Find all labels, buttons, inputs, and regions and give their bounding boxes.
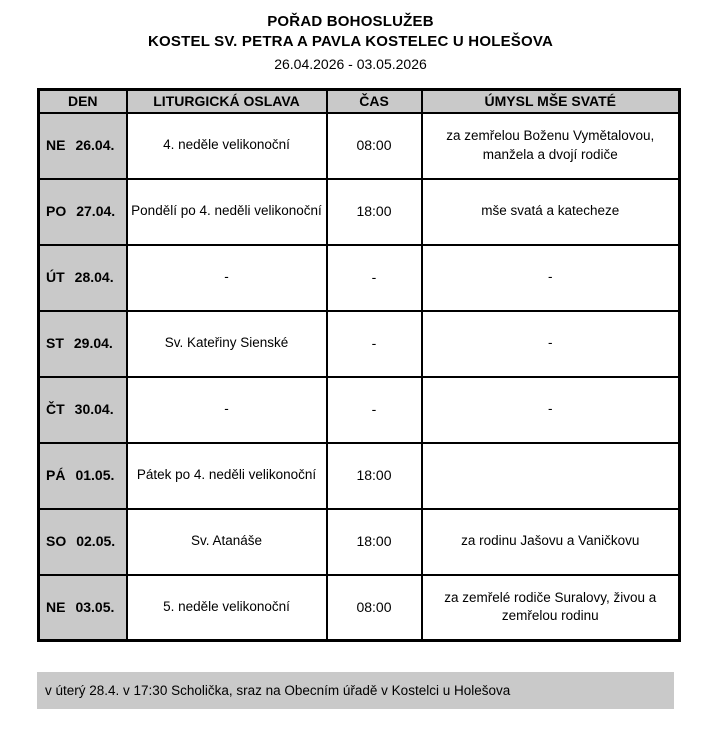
celebration-cell: 5. neděle velikonoční bbox=[127, 575, 327, 641]
day-cell bbox=[39, 113, 127, 179]
day-date: 27.04. bbox=[76, 203, 116, 220]
time-cell: - bbox=[327, 311, 422, 377]
day-abbreviation: SO bbox=[46, 533, 67, 550]
column-header-liturgie: LITURGICKÁ OSLAVA bbox=[127, 90, 327, 113]
table-header bbox=[39, 90, 680, 113]
day-cell bbox=[39, 509, 127, 575]
page-title: POŘAD BOHOSLUŽEB bbox=[267, 13, 434, 30]
day-abbreviation: NE bbox=[46, 598, 66, 615]
time-cell: 08:00 bbox=[327, 113, 422, 179]
day-date: 01.05. bbox=[75, 467, 115, 484]
day-abbreviation: ČT bbox=[46, 401, 65, 418]
table-row bbox=[39, 575, 680, 641]
table-row bbox=[39, 311, 680, 377]
day-abbreviation: PÁ bbox=[46, 467, 66, 484]
table-row bbox=[39, 443, 680, 509]
day-cell bbox=[39, 245, 127, 311]
celebration-cell: - bbox=[127, 377, 327, 443]
day-abbreviation: NE bbox=[46, 137, 66, 154]
celebration-cell: Sv. Kateřiny Sienské bbox=[127, 311, 327, 377]
day-cell bbox=[39, 377, 127, 443]
page-subtitle: KOSTEL SV. PETRA A PAVLA KOSTELEC U HOLEŠOVA bbox=[148, 33, 553, 50]
table-row bbox=[39, 245, 680, 311]
intention-cell: - bbox=[422, 311, 680, 377]
time-cell: - bbox=[327, 377, 422, 443]
intention-cell: - bbox=[422, 245, 680, 311]
day-cell bbox=[39, 179, 127, 245]
intention-cell: - bbox=[422, 377, 680, 443]
time-cell: - bbox=[327, 245, 422, 311]
intention-cell: za zemřelou Boženu Vymětalovou, manžela a dvojí rodiče bbox=[422, 113, 680, 179]
day-cell bbox=[39, 443, 127, 509]
table-row bbox=[39, 377, 680, 443]
column-header-cas: ČAS bbox=[327, 90, 422, 113]
day-cell bbox=[39, 575, 127, 641]
column-header-umysl: ÚMYSL MŠE SVATÉ bbox=[422, 90, 680, 113]
celebration-cell: 4. neděle velikonoční bbox=[127, 113, 327, 179]
intention-cell: za zemřelé rodiče Suralovy, živou a zemřelou rodinu bbox=[422, 575, 680, 641]
day-date: 03.05. bbox=[75, 598, 115, 615]
column-header-den: DEN bbox=[39, 90, 127, 113]
date-range: 26.04.2026 - 03.05.2026 bbox=[274, 56, 427, 72]
document-header bbox=[0, 0, 701, 72]
day-date: 28.04. bbox=[74, 269, 114, 286]
day-date: 26.04. bbox=[75, 137, 115, 154]
table-row bbox=[39, 113, 680, 179]
time-cell: 18:00 bbox=[327, 179, 422, 245]
celebration-cell: Sv. Atanáše bbox=[127, 509, 327, 575]
day-abbreviation: PO bbox=[46, 203, 67, 220]
intention-cell: mše svatá a katecheze bbox=[422, 179, 680, 245]
time-cell: 18:00 bbox=[327, 443, 422, 509]
intention-cell: za rodinu Jašovu a Vaničkovu bbox=[422, 509, 680, 575]
day-date: 02.05. bbox=[76, 533, 116, 550]
announcement-text: v úterý 28.4. v 17:30 Scholička, sraz na Obecním úřadě v Kostelci u Holešova bbox=[45, 683, 511, 698]
day-abbreviation: ST bbox=[46, 335, 64, 352]
celebration-cell: - bbox=[127, 245, 327, 311]
time-cell: 08:00 bbox=[327, 575, 422, 641]
table-row bbox=[39, 509, 680, 575]
announcement-bar bbox=[37, 672, 674, 709]
table-row bbox=[39, 179, 680, 245]
celebration-cell: Pátek po 4. neděli velikonoční bbox=[127, 443, 327, 509]
time-cell: 18:00 bbox=[327, 509, 422, 575]
celebration-cell: Pondělí po 4. neděli velikonoční bbox=[127, 179, 327, 245]
day-date: 30.04. bbox=[74, 401, 114, 418]
day-date: 29.04. bbox=[73, 335, 113, 352]
day-cell bbox=[39, 311, 127, 377]
intention-cell bbox=[422, 443, 680, 509]
header-row bbox=[39, 90, 680, 113]
schedule-table bbox=[37, 88, 681, 642]
day-abbreviation: ÚT bbox=[46, 269, 65, 286]
